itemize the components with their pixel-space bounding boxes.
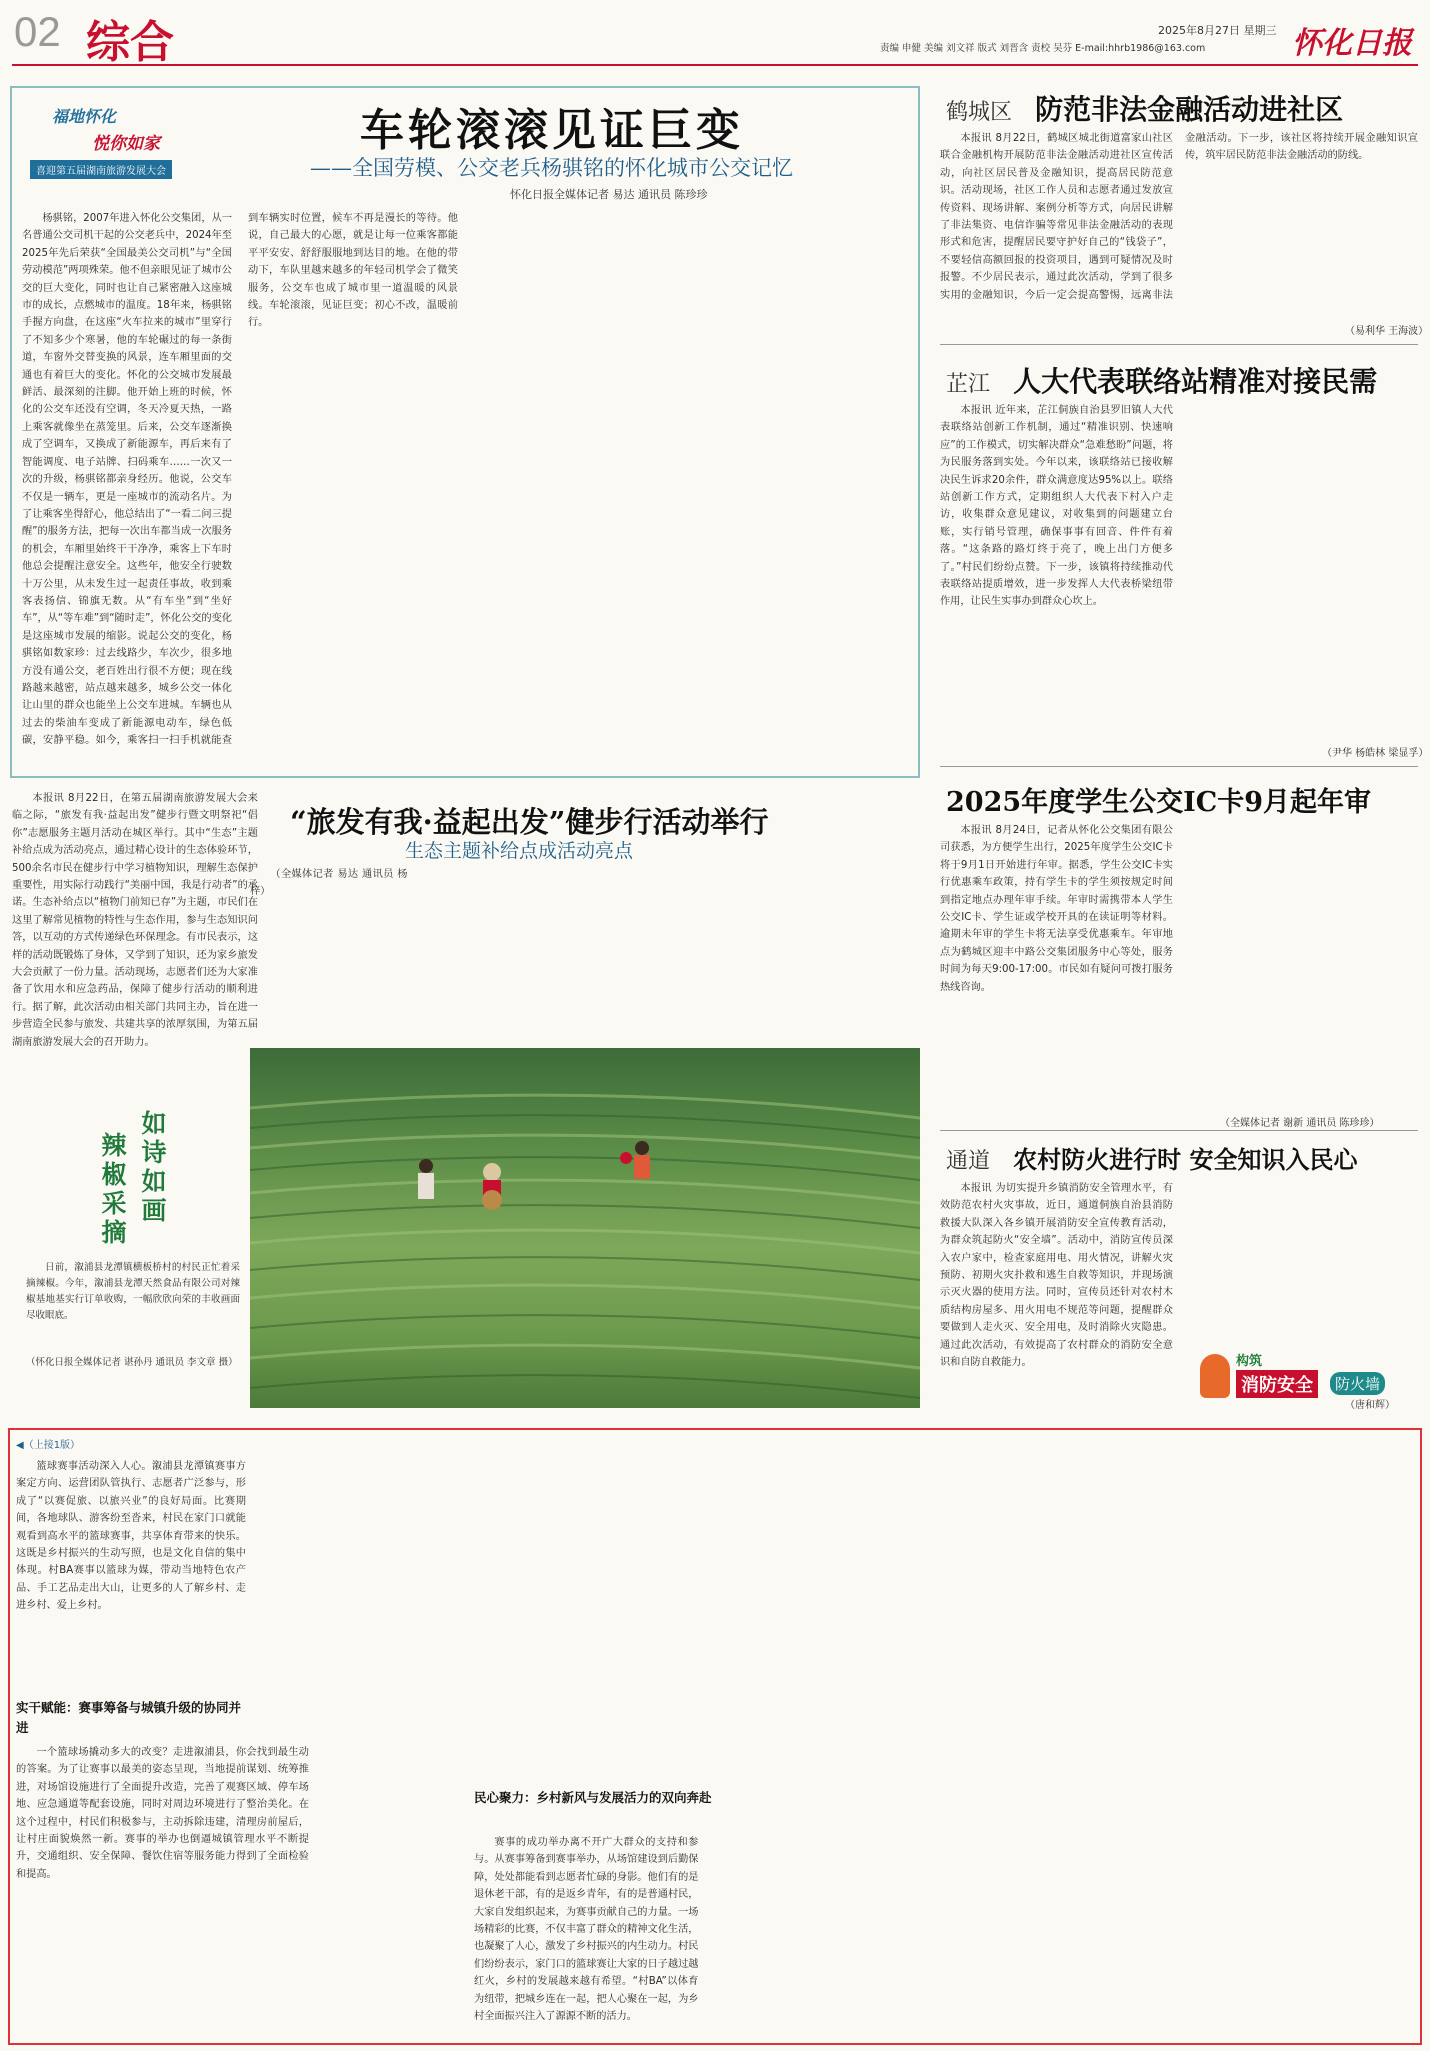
cont-heading-2: 民心聚力：乡村新风与发展活力的双向奔赴 [474,1790,712,1805]
lead-byline: 怀化日报全媒体记者 易达 通讯员 陈珍珍 [510,188,708,201]
cont-body-1: 篮球赛事活动深入人心。溆浦县龙潭镇赛事方案定方向、运营团队管执行、志愿者广泛参与，形成了“以赛促旅、以旅兴业”的良好局面。比赛期间，各地球队、游客纷至沓来，村民在家门口就能观看到高水平的篮球赛事，共享体育带来的快乐。这既是乡村振兴的生动写照，也是文化自信的集中体现。村BA赛事以篮球为媒，带动当地特色农产品、手工艺品走出大山，让更多的人了解乡村、走进乡村、爱上乡村。 [16,1461,246,1612]
r1-body: 本报讯 8月22日，鹤城区城北街道富家山社区联合金融机构开展防范非法金融活动进社区宣传活动，向社区居民普及金融知识，提高居民防范意识。活动现场，社区工作人员和志愿者通过发放宣传资料、现场讲解、案例分析等方式，向居民讲解了非法集资、电信诈骗等常见非法金融活动的表现形式和危害，提醒居民要守护好自己的“钱袋子”，不要轻信高额回报的投资项目，遇到可疑情况及时报警。不少居民表示，通过此次活动，学到了很多实用的金融知识，今后一定会提高警惕，远离非法金融活动。下一步，该社区将持续开展金融知识宣传，筑牢居民防范非法金融活动的防线。 [940,133,1418,301]
photo-title-block [90,1110,180,1250]
continuation-tag: ◀（上接1版） [16,1440,81,1451]
fire-safety-badge [1200,1350,1420,1406]
r2-title: 人大代表联络站精准对接民需 [1013,365,1378,398]
banner-line2: 悦你如家 [92,134,160,154]
photo-title-col2: 辣椒采摘 [98,1132,127,1248]
masthead [0,0,1430,72]
banner-line3: 喜迎第五届湖南旅游发展大会 [30,160,172,179]
lead-headline: 车轮滚滚见证巨变 [360,105,744,156]
walk-headline: “旅发有我·益起出发”健步行活动举行 [290,805,769,839]
walk-body [12,790,258,1048]
cont-heading-1: 实干赋能：赛事筹备与城镇升级的协同并进 [16,1700,242,1735]
firefighter-icon [1200,1354,1230,1398]
walk-body-right [250,866,916,1034]
r3-body: 本报讯 8月24日，记者从怀化公交集团有限公司获悉，为方便学生出行，2025年度学生公交IC卡将于9月1日开始进行年审。据悉，学生公交IC卡实行优惠乘车政策，持有学生卡的学生须按规定时间到指定地点办理年审手续。年审时需携带本人学生公交IC卡、学生证或学校开具的在读证明等材料。逾期未年审的学生卡将无法享受优惠乘车。年审地点为鹤城区迎丰中路公交集团服务中心等处，服务时间为每天9:00-17:00。市民如有疑问可拨打服务热线咨询。 [940,825,1173,993]
walk-subheadline: 生态主题补给点成活动亮点 [405,840,634,862]
photo-credit: （怀化日报全媒体记者 谌孙丹 通讯员 李文章 摄） [26,1357,238,1368]
r3-rule [940,1130,1418,1131]
photo-title-col1: 如诗如画 [138,1110,167,1226]
lead-subheadline: ——全国劳模、公交老兵杨骐铭的怀化城市公交记忆 [310,156,793,180]
r1-rule [940,344,1418,345]
r2-location: 芷江 [946,372,991,397]
badge-line2: 消防安全 [1236,1370,1318,1398]
r4-location: 通道 [946,1149,991,1174]
masthead-rule [12,64,1418,66]
badge-line1: 构筑 [1236,1354,1263,1369]
cont-body-2: 一个篮球场撬动多大的改变？走进溆浦县，你会找到最生动的答案。为了让赛事以最美的姿态呈现，当地提前谋划、统筹推进，对场馆设施进行了全面提升改造，完善了观赛区域、停车场地、应急通道等配套设施，同时对周边环境进行了整治美化。在这个过程中，村民们积极参与，主动拆除违建，清理房前屋后，让村庄面貌焕然一新。赛事的举办也倒逼城镇管理水平不断提升，交通组织、安全保障、餐饮住宿等服务能力得到了全面检验和提高。 [16,1747,309,1880]
chili-harvest-photo [250,1048,920,1408]
section-title: 综合 [86,17,174,68]
banner-line1: 福地怀化 [52,107,117,126]
field-rows-graphic [250,1048,920,1408]
badge-line3: 防火墙 [1330,1372,1385,1395]
r1-byline: （易利华 王海波） [1345,326,1429,337]
r4-body: 本报讯 为切实提升乡镇消防安全管理水平，有效防范农村火灾事故，近日，通道侗族自治县消防救援大队深入各乡镇开展消防安全宣传教育活动，为群众筑起防火“安全墙”。活动中，消防宣传员深入农户家中，检查家庭用电、用火情况，讲解火灾预防、初期火灾扑救和逃生自救等知识，并现场演示灭火器的使用方法。同时，宣传员还针对农村木质结构房屋多、用火用电不规范等问题，提醒群众要做到人走火灭、安全用电，及时消除火灾隐患。通过此次活动，有效提高了农村群众的消防安全意识和自防自救能力。 [940,1183,1173,1369]
r3-title: 2025年度学生公交IC卡9月起年审 [946,787,1372,818]
r3-byline: （全媒体记者 谢新 通讯员 陈珍珍） [1220,1118,1380,1129]
photo-caption: 日前，溆浦县龙潭镇横板桥村的村民正忙着采摘辣椒。今年，溆浦县龙潭天然食品有限公司对辣椒基地基实行订单收购，一幅欣欣向荣的丰收画面尽收眼底。 [26,1262,240,1321]
series-banner [30,104,220,184]
farmer-figures [418,1141,650,1210]
r2-byline: （尹华 杨皓林 梁显孚） [1322,748,1429,759]
page-number: 02 [14,8,61,55]
r1-title: 防范非法金融活动进社区 [1035,93,1344,126]
r4-headline [946,1140,1357,1175]
r1-headline [946,88,1343,128]
walk-text-col1: 本报讯 8月22日，在第五届湖南旅游发展大会来临之际，“旅发有我·益起出发”健步行暨文明祭祀“倡你”志愿服务主题月活动在城区举行。其中“生态”主题补给点成为活动亮点，通过精心设计的生态体验环节，500余名市民在健步行中学习植物知识，理解生态保护重要性，用实际行动践行“美丽中国，我是行动者”的承诺。生态补给点以“植物门前知已存”为主题，市民们在这里了解常见植物的特性与生态作用，参与生态知识问答，以互动的方式传递绿色环保理念。有市民表示，这样的活动既锻炼了身体，又学到了知识，还为家乡旅发大会贡献了一份力量。活动现场，志愿者们还为大家准备了饮用水和应急药品，保障了健步行活动的顺利进行。据了解，此次活动由相关部门共同主办，旨在进一步营造全民参与旅发、共建共享的浓厚氛围，为第五届湖南旅游发展大会的召开助力。 [12,793,258,1048]
r2-rule [940,766,1418,767]
date-line: 2025年8月27日 星期三 [1158,24,1277,37]
r1-location: 鹤城区 [946,100,1013,125]
r4-title: 农村防火进行时 安全知识入民心 [1013,1145,1358,1174]
paper-name-logo: 怀化日报 [1292,26,1412,61]
r2-headline [946,360,1377,400]
editors-line: 责编 申健 美编 刘文祥 版式 刘晋含 责校 吴芬 E-mail:hhrb1986@163.com [880,43,1206,54]
lead-body: 杨骐铭，2007年进入怀化公交集团，从一名普通公交司机干起的公交老兵中，2024年至2025年先后荣获“全国最美公交司机”与“全国劳动模范”两项殊荣。他不但亲眼见证了城市公交的巨大变化，同时也让自己紧密融入这座城市的成长，点燃城市的温度。18年来，杨骐铭手握方向盘，在这座“火车拉来的城市”里穿行了不知多少个寒暑，他的车轮碾过的每一条街道，车窗外交替变换的风景，连车厢里面的交通也有着巨大的变化。怀化的公交城市发展最鲜活、最深刻的注脚。他开始上班的时候，怀化的公交车还没有空调，冬天冷夏天热，一路上乘客就像坐在蒸笼里。后来，公交车逐渐换成了空调车，又换成了新能源车，再后来有了智能调度、电子站牌、扫码乘车……一次又一次的升级，杨骐铭都亲身经历。他说，公交车不仅是一辆车，更是一座城市的流动名片。为了让乘客坐得舒心，他总结出了“一看二问三提醒”的服务方法，把每一次出车都当成一次服务的机会，车厢里始终干干净净，乘客上下车时他总会提醒注意安全。这些年，他安全行驶数十万公里，从未发生过一起责任事故，收到乘客表扬信、锦旗无数。从“有车坐”到“坐好车”，从“等车难”到“随时走”，怀化公交的变化是这座城市发展的缩影。说起公交的变化，杨骐铭如数家珍：过去线路少，车次少，很多地方没有通公交，老百姓出行很不方便；现在线路越来越密，站点越来越多，城乡公交一体化让山里的群众也能坐上公交车进城。车辆也从过去的柴油车变成了新能源电动车，绿色低碳，安静平稳。如今，乘客扫一扫手机就能查到车辆实时位置，候车不再是漫长的等待。他说，自己最大的心愿，就是让每一位乘客都能平平安安、舒舒服服地到达目的地。在他的带动下，车队里越来越多的年轻司机学会了微笑服务，公交车也成了城市里一道温暖的风景线。车轮滚滚，见证巨变；初心不改，温暖前行。 [22,213,458,747]
r4-byline: （唐和辉） [1345,1400,1395,1411]
walk-byline: （全媒体记者 易达 通讯员 杨梓） [250,869,408,898]
r2-body: 本报讯 近年来，芷江侗族自治县罗旧镇人大代表联络站创新工作机制，通过“精准识别、快速响应”的工作模式，切实解决群众“急难愁盼”问题，将为民服务落到实处。今年以来，该联络站已接收解决民生诉求20余件，群众满意度达95%以上。联络站创新工作方式，定期组织人大代表下村入户走访，收集群众意见建议，对收集到的问题建立台账，实行销号管理，确保事事有回音、件件有着落。“这条路的路灯终于亮了，晚上出门方便多了。”村民们纷纷点赞。下一步，该镇将持续推动代表联络站提质增效，进一步发挥人大代表桥梁纽带作用，让民生实事办到群众心坎上。 [940,405,1173,608]
cont-body-3: 赛事的成功举办离不开广大群众的支持和参与。从赛事筹备到赛事举办，从场馆建设到后勤保障，处处都能看到志愿者忙碌的身影。他们有的是退休老干部，有的是返乡青年，有的是普通村民，大家自发组织起来，为赛事贡献自己的力量。一场场精彩的比赛，不仅丰富了群众的精神文化生活，也凝聚了人心，激发了乡村振兴的内生动力。村民们纷纷表示，家门口的篮球赛让大家的日子越过越红火，乡村的发展越来越有希望。“村BA”以体育为纽带，把城乡连在一起，把人心聚在一起，为乡村全面振兴注入了源源不断的活力。 [474,1837,699,2023]
